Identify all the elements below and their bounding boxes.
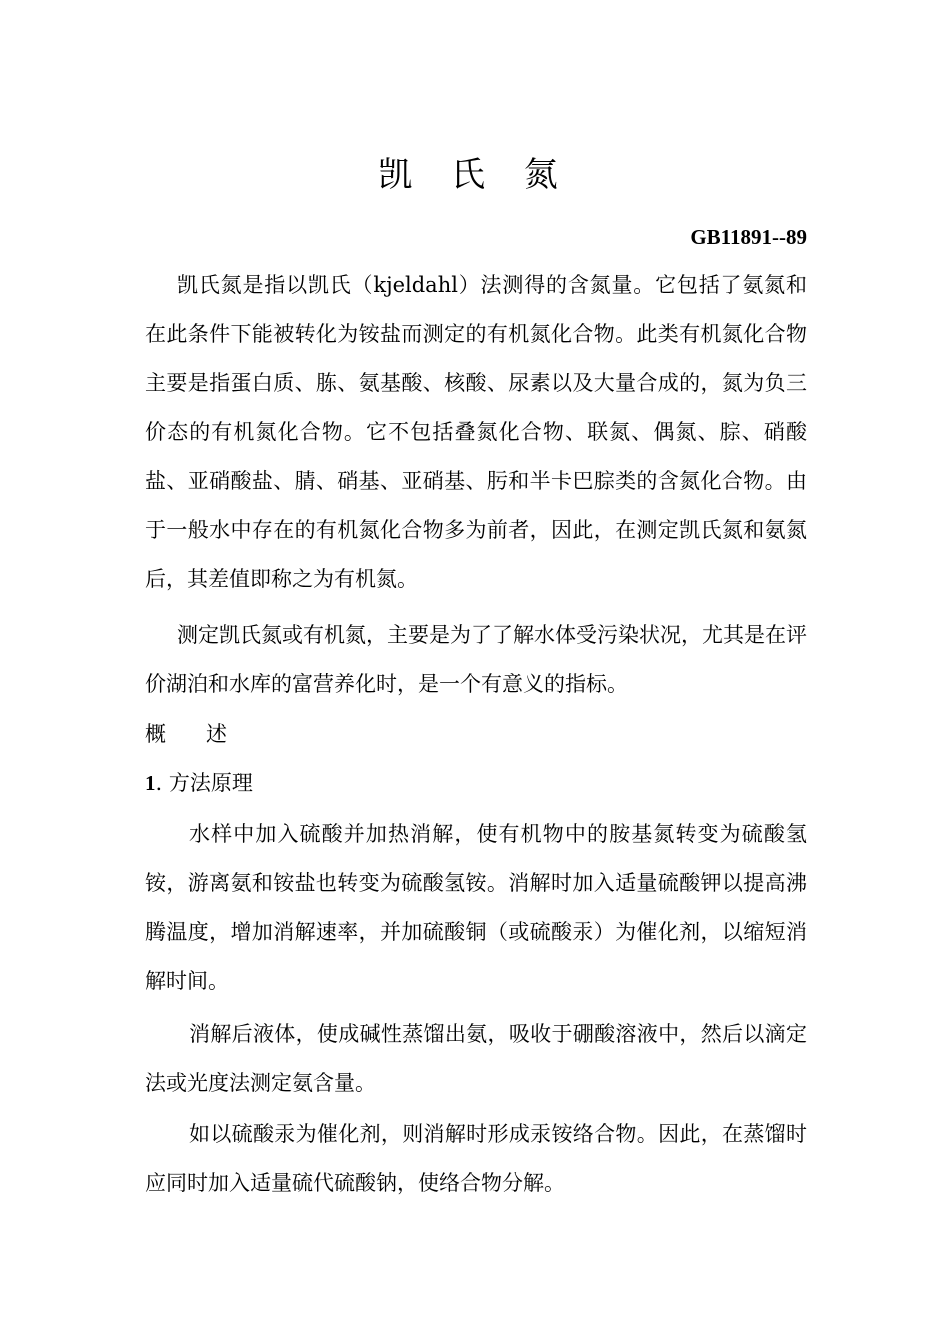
paragraph-purpose: 测定凯氏氮或有机氮，主要是为了了解水体受污染状况，尤其是在评价湖泊和水库的富营养化时，是一个有意义的指标。 — [145, 623, 807, 696]
paragraph-catalyst: 如以硫酸汞为催化剂，则消解时形成汞铵络合物。因此，在蒸馏时应同时加入适量硫代硫酸钠，使络合物分解。 — [145, 1122, 807, 1195]
section-number: 1 — [145, 771, 156, 795]
standard-code: GB11891--89 — [690, 225, 807, 249]
page-title: 凯 氏 氮 — [378, 155, 572, 195]
paragraph-definition: 凯氏氮是指以凯氏（kjeldahl）法测得的含氮量。它包括了氨氮和在此条件下能被转化为铵盐而测定的有机氮化合物。此类有机氮化合物主要是指蛋白质、胨、氨基酸、核酸、尿素以及大量合成的，氮为负三价态的有机氮化合物。它不包括叠氮化合物、联氮、偶氮、腙、硝酸盐、亚硝酸盐、腈、硝基、亚硝基、肟和半卡巴腙类的含氮化合物。由于一般水中存在的有机氮化合物多为前者，因此，在测定凯氏氮和氨氮后，其差值即称之为有机氮。 — [145, 273, 807, 591]
section-title: . 方法原理 — [155, 771, 253, 795]
section-heading-principle — [145, 759, 253, 808]
overview-char-2: 述 — [206, 722, 227, 746]
overview-char-1: 概 — [145, 722, 166, 746]
section-heading-overview — [145, 710, 227, 759]
paragraph-distillation: 消解后液体，使成碱性蒸馏出氨，吸收于硼酸溶液中，然后以滴定法或光度法测定氨含量。 — [145, 1022, 807, 1095]
paragraph-digestion: 水样中加入硫酸并加热消解，使有机物中的胺基氮转变为硫酸氢铵，游离氨和铵盐也转变为硫酸氢铵。消解时加入适量硫酸钾以提高沸腾温度，增加消解速率，并加硫酸铜（或硫酸汞）为催化剂，以缩短消解时间。 — [145, 822, 807, 993]
